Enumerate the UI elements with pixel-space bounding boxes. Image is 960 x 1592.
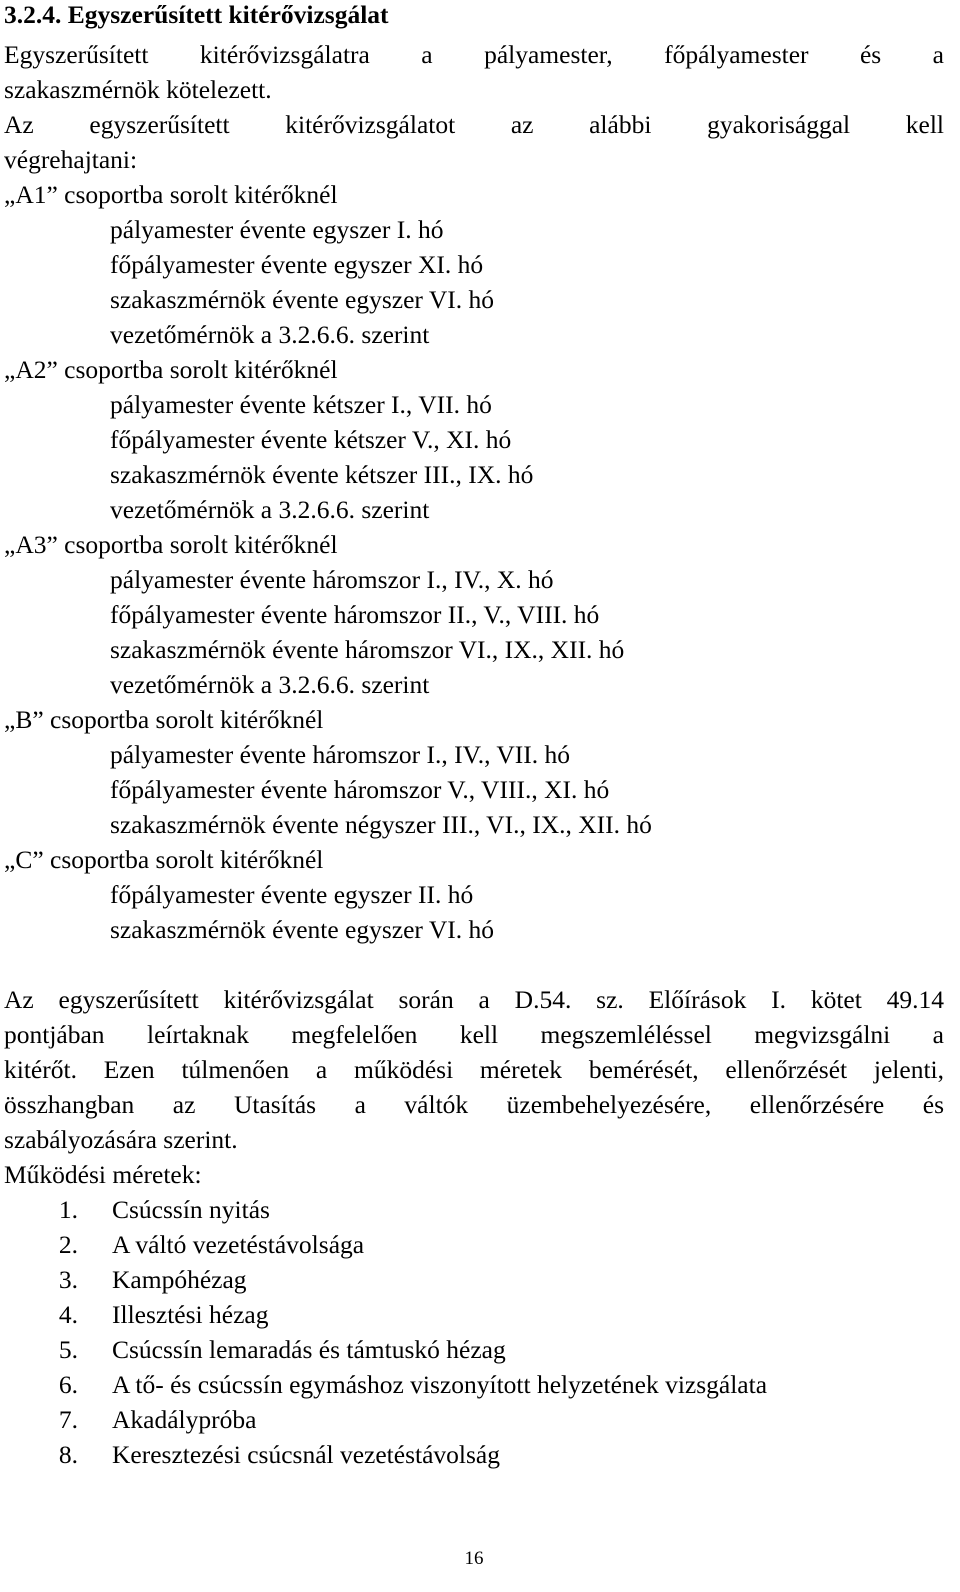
list-number: 6. xyxy=(58,1370,78,1399)
group-title: „C” csoportba sorolt kitérőknél xyxy=(4,845,324,874)
list-item xyxy=(4,1297,944,1332)
group-line: vezetőmérnök a 3.2.6.6. szerint xyxy=(110,670,430,699)
intro-line: Az egyszerűsített kitérővizsgálatot az alábbi gyakorisággal kell xyxy=(4,110,944,139)
list-text: Akadálypróba xyxy=(112,1405,257,1434)
list-number: 7. xyxy=(58,1405,78,1434)
list-number: 1. xyxy=(58,1195,78,1224)
group-line: szakaszmérnök évente egyszer VI. hó xyxy=(110,285,494,314)
group-line: főpályamester évente háromszor V., VIII., XI. hó xyxy=(110,775,610,804)
list-text: Keresztezési csúcsnál vezetéstávolság xyxy=(112,1440,500,1469)
intro-line: szakaszmérnök kötelezett. xyxy=(4,75,272,104)
list-item xyxy=(4,1262,944,1297)
group-title: „A2” csoportba sorolt kitérőknél xyxy=(4,355,338,384)
list-item xyxy=(4,1367,944,1402)
list-item xyxy=(4,1192,944,1227)
group-line: vezetőmérnök a 3.2.6.6. szerint xyxy=(110,320,430,349)
intro-line: végrehajtani: xyxy=(4,145,138,174)
paragraph-line: pontjában leírtaknak megfelelően kell megszemléléssel megvizsgálni a xyxy=(4,1020,944,1049)
page-number: 16 xyxy=(464,1548,484,1569)
group-title: „B” csoportba sorolt kitérőknél xyxy=(4,705,324,734)
group-line: szakaszmérnök évente egyszer VI. hó xyxy=(110,915,494,944)
list-text: Kampóhézag xyxy=(112,1265,247,1294)
list-text: A váltó vezetéstávolsága xyxy=(112,1230,365,1259)
list-item xyxy=(4,1227,944,1262)
list-number: 2. xyxy=(58,1230,78,1259)
paragraph-line: szabályozására szerint. xyxy=(4,1125,238,1154)
group-line: pályamester évente háromszor I., IV., X. hó xyxy=(110,565,554,594)
group-line: főpályamester évente kétszer V., XI. hó xyxy=(110,425,512,454)
list-number: 3. xyxy=(58,1265,78,1294)
list-item xyxy=(4,1437,944,1472)
group-line: pályamester évente háromszor I., IV., VII. hó xyxy=(110,740,571,769)
list-item xyxy=(4,1332,944,1367)
group-line: pályamester évente egyszer I. hó xyxy=(110,215,444,244)
list-text: Csúcssín nyitás xyxy=(112,1195,270,1224)
paragraph-line: Az egyszerűsített kitérővizsgálat során a D.54. sz. Előírások I. kötet 49.14 xyxy=(4,985,944,1014)
group-line: pályamester évente kétszer I., VII. hó xyxy=(110,390,492,419)
list-title: Működési méretek: xyxy=(4,1160,202,1189)
list-number: 5. xyxy=(58,1335,78,1364)
paragraph-line: kitérőt. Ezen túlmenően a működési méretek bemérését, ellenőrzését jelenti, xyxy=(4,1055,944,1084)
group-line: vezetőmérnök a 3.2.6.6. szerint xyxy=(110,495,430,524)
list-text: Illesztési hézag xyxy=(112,1300,269,1329)
section-heading: 3.2.4. Egyszerűsített kitérővizsgálat xyxy=(4,0,389,29)
group-line: szakaszmérnök évente háromszor VI., IX., XII. hó xyxy=(110,635,625,664)
group-title: „A1” csoportba sorolt kitérőknél xyxy=(4,180,338,209)
intro-line: Egyszerűsített kitérővizsgálatra a pályamester, főpályamester és a xyxy=(4,40,944,69)
paragraph-line: összhangban az Utasítás a váltók üzembehelyezésére, ellenőrzésére és xyxy=(4,1090,944,1119)
group-line: főpályamester évente háromszor II., V., VIII. hó xyxy=(110,600,600,629)
group-title: „A3” csoportba sorolt kitérőknél xyxy=(4,530,338,559)
group-line: szakaszmérnök évente kétszer III., IX. hó xyxy=(110,460,534,489)
group-line: főpályamester évente egyszer II. hó xyxy=(110,880,474,909)
list-number: 4. xyxy=(58,1300,78,1329)
list-item xyxy=(4,1402,944,1437)
list-number: 8. xyxy=(58,1440,78,1469)
group-line: szakaszmérnök évente négyszer III., VI., IX., XII. hó xyxy=(110,810,652,839)
list-text: A tő- és csúcssín egymáshoz viszonyított helyzetének vizsgálata xyxy=(112,1370,768,1399)
group-line: főpályamester évente egyszer XI. hó xyxy=(110,250,484,279)
list-text: Csúcssín lemaradás és támtuskó hézag xyxy=(112,1335,506,1364)
